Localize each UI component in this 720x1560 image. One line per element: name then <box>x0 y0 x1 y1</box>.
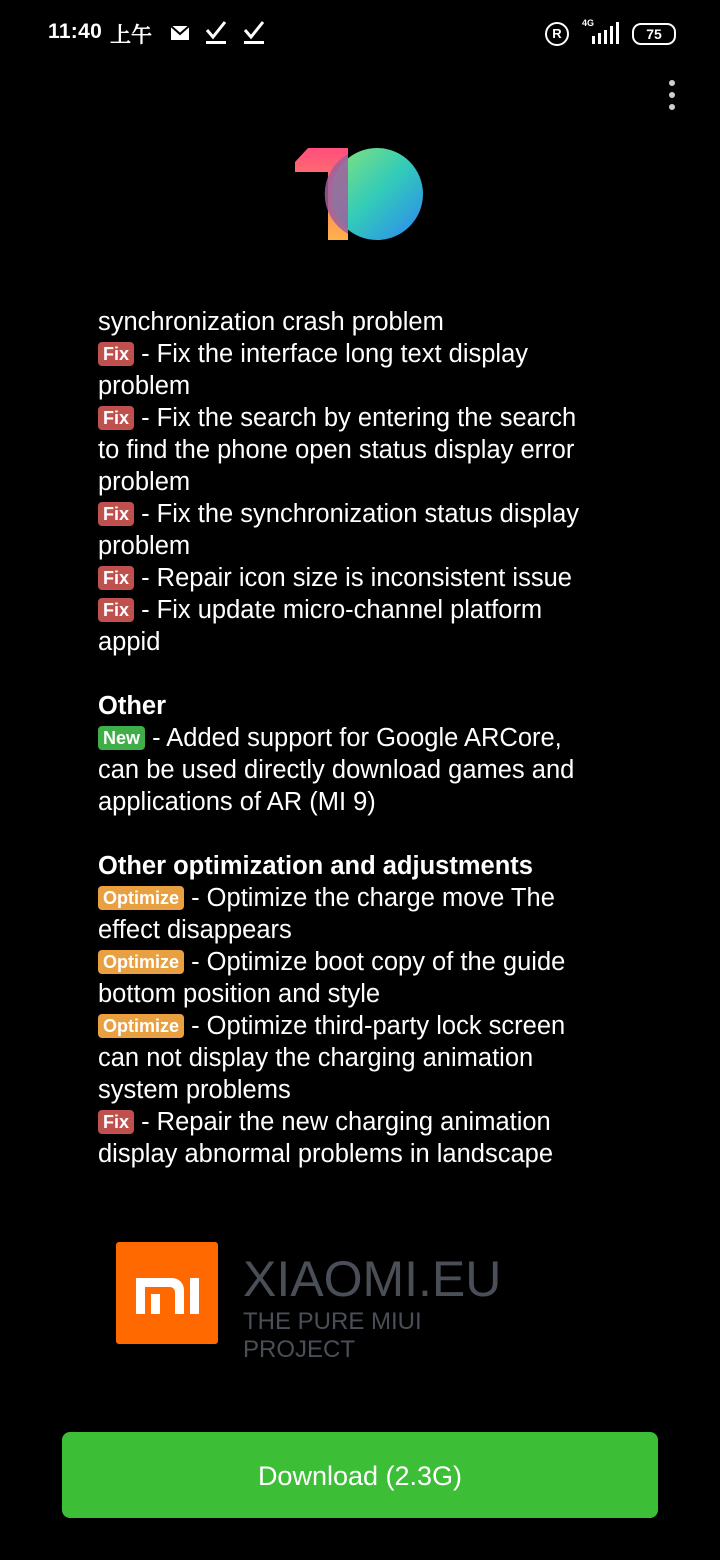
changelog-line: Optimize - Optimize boot copy of the guide <box>98 946 638 978</box>
section-heading-other: Other <box>98 692 167 720</box>
optimize-tag: Optimize <box>98 1014 184 1038</box>
changelog-line: effect disappears <box>98 916 292 944</box>
brand-name: XIAOMI.EU <box>243 1251 502 1307</box>
xiaomi-eu-branding <box>116 1242 516 1363</box>
changelog-line: display abnormal problems in landscape <box>98 1140 554 1168</box>
changelog <box>98 306 638 1170</box>
fix-tag: Fix <box>98 598 134 622</box>
optimize-tag: Optimize <box>98 886 184 910</box>
optimize-tag: Optimize <box>98 950 184 974</box>
brand-subtitle: THE PURE MIUI PROJECT <box>243 1308 422 1363</box>
more-options-icon[interactable] <box>660 80 684 114</box>
changelog-line: applications of AR (MI 9) <box>98 788 376 816</box>
changelog-line: system problems <box>98 1076 291 1104</box>
changelog-line: to find the phone open status display error <box>98 436 575 464</box>
changelog-line: Optimize - Optimize the charge move The <box>98 882 638 914</box>
fix-tag: Fix <box>98 502 134 526</box>
mail-icon <box>170 25 190 41</box>
battery-indicator: 75 <box>632 23 676 45</box>
section-heading-optimization: Other optimization and adjustments <box>98 852 533 880</box>
fix-tag: Fix <box>98 342 134 366</box>
changelog-line: Fix - Fix the synchronization status display <box>98 498 638 530</box>
changelog-line: Fix - Repair the new charging animation <box>98 1106 638 1138</box>
fix-tag: Fix <box>98 406 134 430</box>
changelog-line: can not display the charging animation <box>98 1044 534 1072</box>
changelog-line: problem <box>98 468 191 496</box>
status-ampm: 上午 <box>110 24 152 47</box>
status-bar <box>0 0 720 66</box>
changelog-line: Fix - Fix the interface long text display <box>98 338 638 370</box>
spacer <box>98 658 638 690</box>
changelog-line: synchronization crash problem <box>98 308 444 336</box>
new-tag: New <box>98 726 145 750</box>
changelog-line: problem <box>98 532 191 560</box>
fix-tag: Fix <box>98 1110 134 1134</box>
status-time: 11:40 <box>48 20 103 43</box>
download-button[interactable]: Download (2.3G) <box>62 1432 658 1518</box>
changelog-line: Fix - Fix update micro-channel platform <box>98 594 638 626</box>
changelog-line: Fix - Repair icon size is inconsistent issue <box>98 562 638 594</box>
changelog-line: New - Added support for Google ARCore, <box>98 722 638 754</box>
check-icon <box>242 20 266 46</box>
changelog-line: Fix - Fix the search by entering the search <box>98 402 638 434</box>
changelog-line: bottom position and style <box>98 980 381 1008</box>
changelog-line: can be used directly download games and <box>98 756 575 784</box>
check-icon <box>204 20 228 46</box>
signal-icon <box>590 22 622 44</box>
network-type: 4G <box>582 18 595 28</box>
registered-icon: R <box>545 22 569 46</box>
spacer <box>98 818 638 850</box>
mi-logo-icon <box>116 1242 218 1344</box>
changelog-line: Optimize - Optimize third-party lock screen <box>98 1010 638 1042</box>
changelog-line: appid <box>98 628 161 656</box>
miui-10-logo <box>290 140 430 250</box>
fix-tag: Fix <box>98 566 134 590</box>
changelog-line: problem <box>98 372 191 400</box>
